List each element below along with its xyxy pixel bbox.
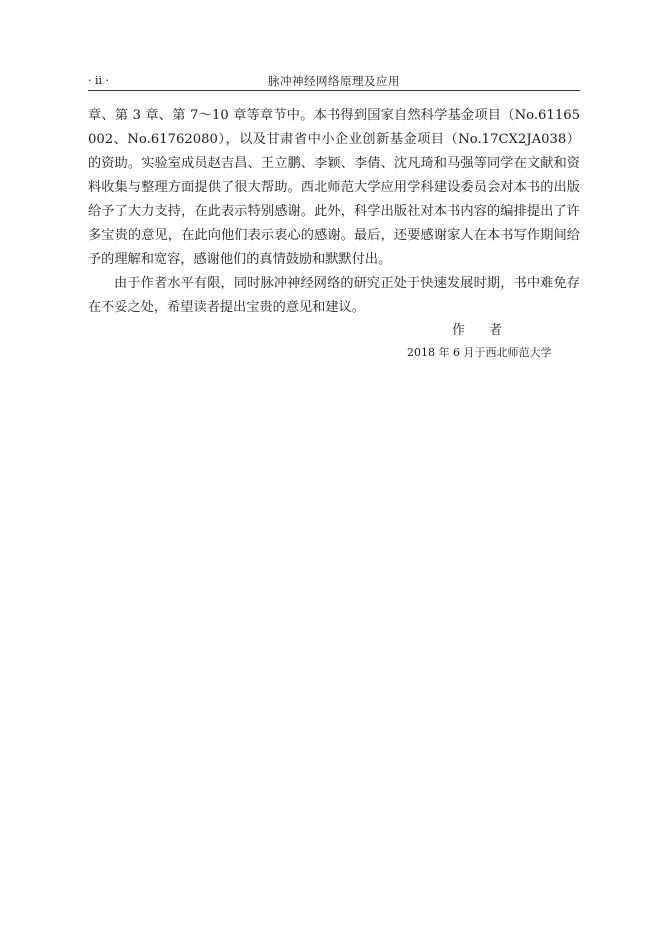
paragraph-acknowledgements: 章、第 3 章、第 7～10 章等章节中。本书得到国家自然科学基金项目（No.61165002、No.61762080），以及甘肃省中小企业创新基金项目（No.17CX2JA038）的资助。实验室成员赵吉昌、王立鹏、李颖、李倩、沈凡琦和马强等同学在文献和资料收集与整理方面提供了很大帮助。西北师范大学应用学科建设委员会对本书的出版给予了大力支持，在此表示特别感谢。此外，科学出版社对本书内容的编排提出了许多宝贵的意见，在此向他们表示衷心的感谢。最后，还要感谢家人在本书写作期间给予的理解和宽容，感谢他们的真情鼓励和默默付出。 [88, 108, 580, 267]
signature-date-place: 2018 年 6 月于西北师范大学 [407, 346, 552, 359]
page-number: · ii · [88, 74, 110, 87]
page-header [88, 74, 580, 91]
page-body [88, 104, 580, 320]
signature-author: 作者 [452, 323, 527, 338]
paragraph-disclaimer: 由于作者水平有限，同时脉冲神经网络的研究正处于快速发展时期，书中难免存在不妥之处，希望读者提出宝贵的意见和建议。 [88, 276, 580, 315]
running-title: 脉冲神经网络原理及应用 [268, 74, 400, 88]
